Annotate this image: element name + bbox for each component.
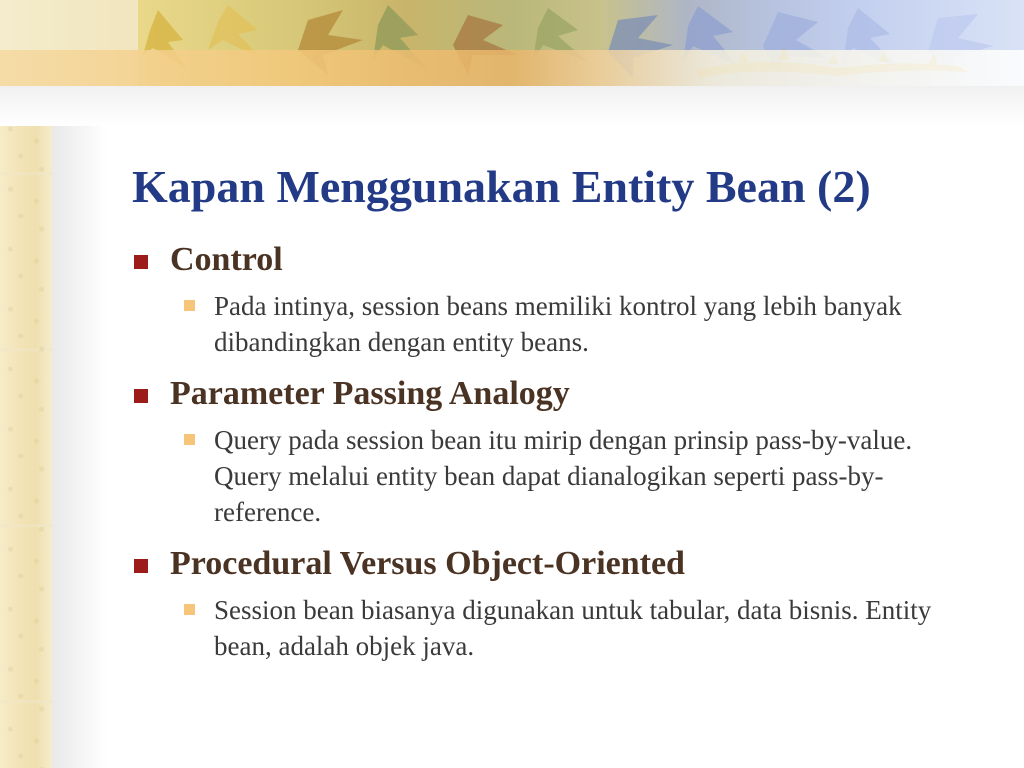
bullet-heading: Parameter Passing Analogy (170, 375, 570, 412)
sub-bullet-procedural-vs-oo (176, 592, 984, 664)
sub-bullet-text: Query pada session bean itu mirip dengan prinsip pass-by-value. Query melalui entity bean dapat dianalogikan seperti pass-by-reference. (214, 425, 913, 527)
square-bullet-icon (134, 389, 148, 403)
bullet-heading: Control (170, 241, 283, 278)
square-bullet-icon (134, 559, 148, 573)
slide-title: Kapan Menggunakan Entity Bean (2) (132, 161, 871, 212)
bullet-control (132, 240, 992, 280)
top-decorative-banner (0, 0, 1024, 86)
banner-shadow (0, 86, 1024, 126)
small-square-bullet-icon (184, 434, 195, 445)
small-square-bullet-icon (184, 300, 195, 311)
sub-bullet-text: Session bean biasanya digunakan untuk tabular, data bisnis. Entity bean, adalah objek java. (214, 595, 932, 661)
sub-bullet-parameter-passing (176, 422, 984, 530)
small-square-bullet-icon (184, 604, 195, 615)
bullet-parameter-passing (132, 374, 992, 414)
bullet-heading: Procedural Versus Object-Oriented (170, 545, 685, 582)
banner-accent-strip (0, 50, 1024, 86)
sub-bullet-control (176, 288, 984, 360)
square-bullet-icon (134, 255, 148, 269)
slide-content (132, 240, 992, 678)
bullet-procedural-vs-oo (132, 544, 992, 584)
sub-bullet-text: Pada intinya, session beans memiliki kontrol yang lebih banyak dibandingkan dengan entity beans. (214, 291, 902, 357)
